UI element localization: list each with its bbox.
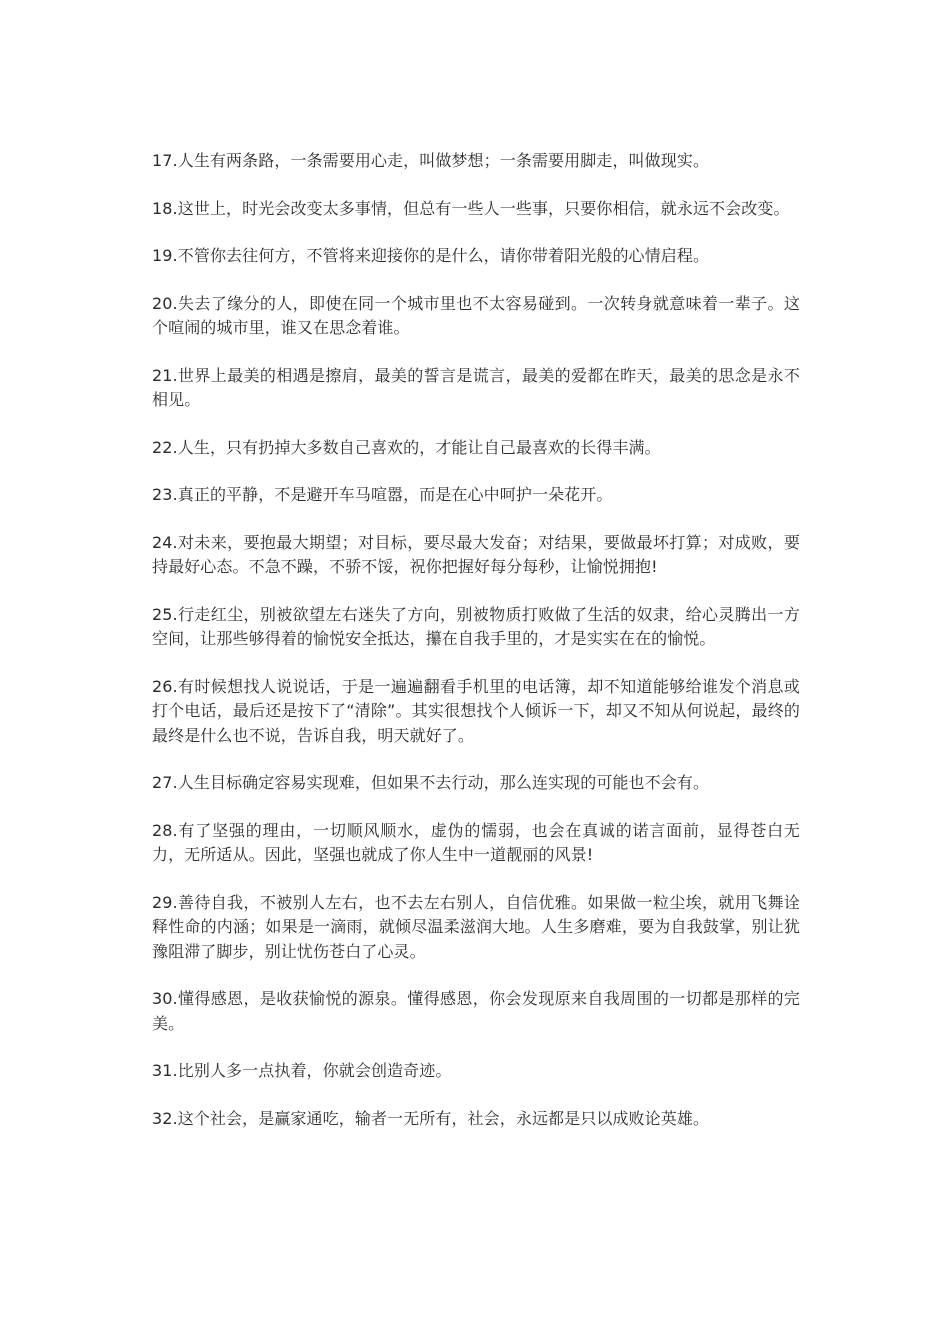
paragraph-23: 23.真正的平静，不是避开车马喧嚣，而是在心中呵护一朵花开。 [152, 485, 613, 504]
paragraph-29: 29.善待自我，不被别人左右，也不去左右别人，自信优雅。如果做一粒尘埃，就用飞舞诠释性命的内涵；如果是一滴雨，就倾尽温柔滋润大地。人生多磨难，要为自我鼓掌，别让犹豫阻滞了脚步，别让忧伤苍白了心灵。 [152, 892, 800, 961]
paragraph-28: 28.有了坚强的理由，一切顺风顺水，虚伪的懦弱，也会在真诚的诺言面前，显得苍白无力，无所适从。因此，坚强也就成了你人生中一道靓丽的风景! [152, 820, 800, 864]
paragraph-30: 30.懂得感恩，是收获愉悦的源泉。懂得感恩，你会发现原来自我周围的一切都是那样的完美。 [152, 989, 800, 1033]
paragraph-31: 31.比别人多一点执着，你就会创造奇迹。 [152, 1061, 452, 1080]
paragraph-21: 21.世界上最美的相遇是擦肩，最美的誓言是谎言，最美的爱都在昨天，最美的思念是永不相见。 [152, 365, 800, 409]
document-body [152, 149, 800, 1154]
paragraph-19: 19.不管你去往何方，不管将来迎接你的是什么，请你带着阳光般的心情启程。 [152, 246, 710, 265]
paragraph-32: 32.这个社会，是赢家通吃，输者一无所有，社会，永远都是只以成败论英雄。 [152, 1108, 710, 1128]
paragraph-27: 27.人生目标确定容易实现难，但如果不去行动，那么连实现的可能也不会有。 [152, 773, 710, 792]
paragraph-20: 20.失去了缘分的人，即使在同一个城市里也不太容易碰到。一次转身就意味着一辈子。这个喧闹的城市里，谁又在思念着谁。 [152, 293, 800, 337]
paragraph-17: 17.人生有两条路，一条需要用心走，叫做梦想；一条需要用脚走，叫做现实。 [152, 151, 710, 170]
paragraph-24: 24.对未来，要抱最大期望；对目标，要尽最大发奋；对结果，要做最坏打算；对成败，要持最好心态。不急不躁，不骄不馁，祝你把握好每分每秒，让愉悦拥抱! [152, 532, 800, 576]
paragraph-22: 22.人生，只有扔掉大多数自己喜欢的，才能让自己最喜欢的长得丰满。 [152, 437, 661, 457]
paragraph-18: 18.这世上，时光会改变太多事情，但总有一些人一些事，只要你相信，就永远不会改变。 [152, 198, 790, 218]
paragraph-25: 25.行走红尘，别被欲望左右迷失了方向，别被物质打败做了生活的奴隶，给心灵腾出一方空间，让那些够得着的愉悦安全抵达，攥在自我手里的，才是实实在在的愉悦。 [152, 604, 800, 648]
paragraph-26: 26.有时候想找人说说话，于是一遍遍翻看手机里的电话簿，却不知道能够给谁发个消息或打个电话，最后还是按下了“清除”。其实很想找个人倾诉一下，却又不知从何说起，最终的最终是什么也不说，告诉自我，明天就好了。 [152, 676, 800, 745]
